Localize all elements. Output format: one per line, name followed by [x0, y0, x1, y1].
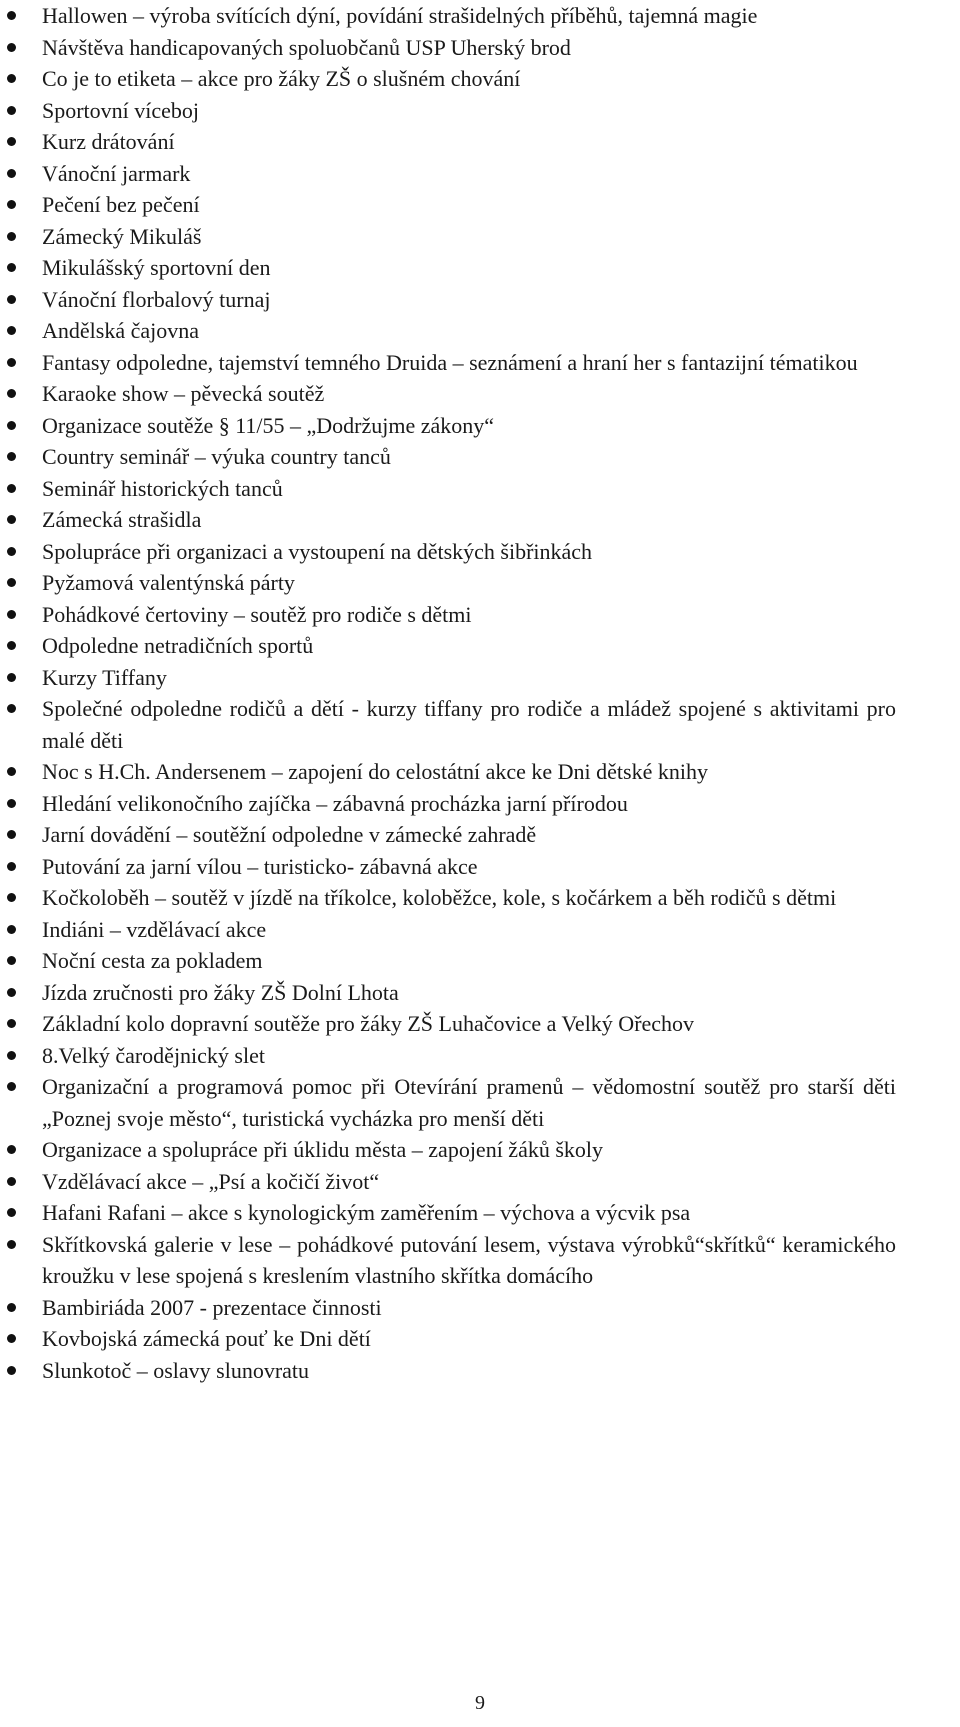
list-item: Základní kolo dopravní soutěže pro žáky ZŠ Luhačovice a Velký Ořechov	[42, 1008, 896, 1040]
list-item: Kurzy Tiffany	[42, 662, 896, 694]
list-item: Organizace soutěže § 11/55 – „Dodržujme zákony“	[42, 410, 896, 442]
list-item: Spolupráce při organizaci a vystoupení na dětských šibřinkách	[42, 536, 896, 568]
list-item: Organizační a programová pomoc při Otevírání pramenů – vědomostní soutěž pro starší děti „Poznej svoje město“, turistická vycházka pro menší děti	[42, 1071, 896, 1134]
list-item: Hafani Rafani – akce s kynologickým zaměřením – výchova a výcvik psa	[42, 1197, 896, 1229]
list-item: Andělská čajovna	[42, 315, 896, 347]
list-item: Organizace a spolupráce při úklidu města – zapojení žáků školy	[42, 1134, 896, 1166]
list-item: Noc s H.Ch. Andersenem – zapojení do celostátní akce ke Dni dětské knihy	[42, 756, 896, 788]
list-item: Sportovní víceboj	[42, 95, 896, 127]
list-item: Vzdělávací akce – „Psí a kočičí život“	[42, 1166, 896, 1198]
list-item: Jarní dovádění – soutěžní odpoledne v zámecké zahradě	[42, 819, 896, 851]
list-item: Noční cesta za pokladem	[42, 945, 896, 977]
list-item: Mikulášský sportovní den	[42, 252, 896, 284]
list-item: Slunkotoč – oslavy slunovratu	[42, 1355, 896, 1387]
list-item: Hledání velikonočního zajíčka – zábavná procházka jarní přírodou	[42, 788, 896, 820]
list-item: Zámecký Mikuláš	[42, 221, 896, 253]
page-number: 9	[475, 1692, 485, 1714]
list-item: Pečení bez pečení	[42, 189, 896, 221]
list-item: Pohádkové čertoviny – soutěž pro rodiče s dětmi	[42, 599, 896, 631]
list-item: Kovbojská zámecká pouť ke Dni dětí	[42, 1323, 896, 1355]
list-item: Hallowen – výroba svítících dýní, povídání strašidelných příběhů, tajemná magie	[42, 0, 896, 32]
list-item: Jízda zručnosti pro žáky ZŠ Dolní Lhota	[42, 977, 896, 1009]
list-item: Odpoledne netradičních sportů	[42, 630, 896, 662]
list-item: Co je to etiketa – akce pro žáky ZŠ o slušném chování	[42, 63, 896, 95]
list-item: Kočkoloběh – soutěž v jízdě na tříkolce, koloběžce, kole, s kočárkem a běh rodičů s dětmi	[42, 882, 896, 914]
list-item: Indiáni – vzdělávací akce	[42, 914, 896, 946]
list-item: Skřítkovská galerie v lese – pohádkové putování lesem, výstava výrobků“skřítků“ keramického kroužku v lese spojená s kreslením vlastního skřítka domácího	[42, 1229, 896, 1292]
list-item: Country seminář – výuka country tanců	[42, 441, 896, 473]
list-item: Fantasy odpoledne, tajemství temného Druida – seznámení a hraní her s fantazijní tématikou	[42, 347, 896, 379]
list-item: 8.Velký čarodějnický slet	[42, 1040, 896, 1072]
list-item: Vánoční jarmark	[42, 158, 896, 190]
list-item: Společné odpoledne rodičů a dětí - kurzy tiffany pro rodiče a mládež spojené s aktivitami pro malé děti	[42, 693, 896, 756]
list-item: Zámecká strašidla	[42, 504, 896, 536]
list-item: Návštěva handicapovaných spoluobčanů USP Uherský brod	[42, 32, 896, 64]
list-item: Kurz drátování	[42, 126, 896, 158]
list-item: Pyžamová valentýnská párty	[42, 567, 896, 599]
list-item: Karaoke show – pěvecká soutěž	[42, 378, 896, 410]
list-item: Putování za jarní vílou – turisticko- zábavná akce	[42, 851, 896, 883]
list-item: Seminář historických tanců	[42, 473, 896, 505]
list-item: Bambiriáda 2007 - prezentace činnosti	[42, 1292, 896, 1324]
list-item: Vánoční florbalový turnaj	[42, 284, 896, 316]
